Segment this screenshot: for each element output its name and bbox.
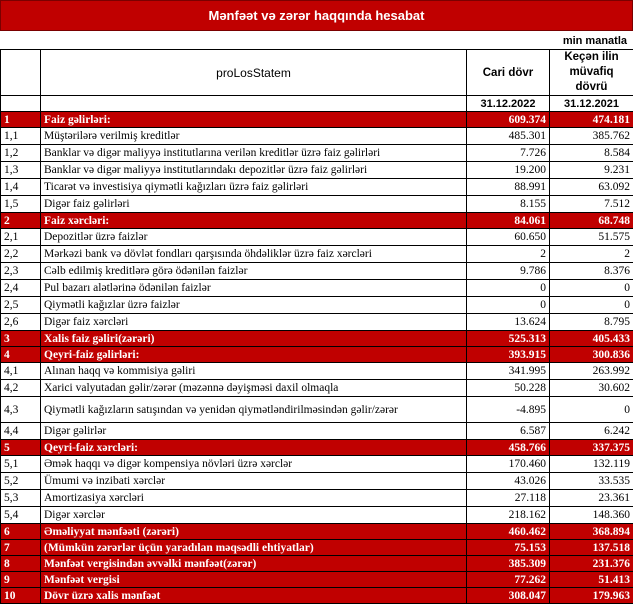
row-label: Qeyri-faiz gəlirləri:	[41, 347, 467, 363]
report-title: Mənfəət və zərər haqqında hesabat	[0, 0, 633, 31]
row-previous-value: 263.992	[550, 363, 633, 380]
table-row	[1, 112, 633, 128]
table-row	[1, 473, 633, 490]
table-row	[1, 213, 633, 229]
row-number: 5,1	[1, 456, 41, 473]
row-current-value: 458.766	[467, 440, 550, 456]
row-previous-value: 8.795	[550, 314, 633, 331]
unit-label: min manatla	[563, 35, 627, 47]
row-number: 2	[1, 213, 41, 229]
row-label: Əməliyyat mənfəəti (zərəri)	[41, 524, 467, 540]
row-number: 4,1	[1, 363, 41, 380]
table-row	[1, 507, 633, 524]
row-current-value: 170.460	[467, 456, 550, 473]
table-row	[1, 314, 633, 331]
table-row	[1, 128, 633, 145]
row-current-value: -4.895	[467, 397, 550, 423]
row-current-value: 6.587	[467, 423, 550, 440]
row-label: Xarici valyutadan gəlir/zərər (məzənnə dəyişməsi daxil olmaqla	[41, 380, 467, 397]
row-previous-value: 148.360	[550, 507, 633, 524]
row-number: 2,6	[1, 314, 41, 331]
table-row	[1, 572, 633, 588]
row-current-value: 393.915	[467, 347, 550, 363]
header-num-cell	[1, 50, 41, 96]
table-row	[1, 229, 633, 246]
previous-date: 31.12.2021	[550, 96, 633, 112]
table-row	[1, 145, 633, 162]
row-number: 4,2	[1, 380, 41, 397]
row-number: 10	[1, 588, 41, 604]
table-row	[1, 162, 633, 179]
row-previous-value: 7.512	[550, 196, 633, 213]
row-label: Mənfəət vergisi	[41, 572, 467, 588]
row-current-value: 341.995	[467, 363, 550, 380]
table-row	[1, 540, 633, 556]
row-current-value: 13.624	[467, 314, 550, 331]
row-label: (Mümkün zərərlər üçün yaradılan məqsədli ehtiyatlar)	[41, 540, 467, 556]
row-label: Qeyri-faiz xərcləri:	[41, 440, 467, 456]
row-current-value: 77.262	[467, 572, 550, 588]
table-header-row	[1, 50, 633, 96]
row-label: Pul bazarı alətlərinə ödənilən faizlər	[41, 280, 467, 297]
row-current-value: 308.047	[467, 588, 550, 604]
row-previous-value: 23.361	[550, 490, 633, 507]
row-previous-value: 0	[550, 297, 633, 314]
row-number: 4,4	[1, 423, 41, 440]
row-previous-value: 0	[550, 397, 633, 423]
table-row	[1, 456, 633, 473]
row-previous-value: 8.376	[550, 263, 633, 280]
row-number: 2,1	[1, 229, 41, 246]
row-number: 2,3	[1, 263, 41, 280]
row-previous-value: 405.433	[550, 331, 633, 347]
row-number: 7	[1, 540, 41, 556]
row-label: Banklar və digər maliyyə institutlarına verilən kreditlər üzrə faiz gəlirləri	[41, 145, 467, 162]
table-row	[1, 179, 633, 196]
table-row	[1, 363, 633, 380]
row-label: Əmək haqqı və digər kompensiya növləri üzrə xərclər	[41, 456, 467, 473]
row-current-value: 50.228	[467, 380, 550, 397]
table-row	[1, 440, 633, 456]
row-number: 4	[1, 347, 41, 363]
row-previous-value: 68.748	[550, 213, 633, 229]
row-previous-value: 33.535	[550, 473, 633, 490]
row-label: Banklar və digər maliyyə institutlarındakı depozitlər üzrə faiz gəlirləri	[41, 162, 467, 179]
table-row	[1, 347, 633, 363]
row-previous-value: 474.181	[550, 112, 633, 128]
row-current-value: 2	[467, 246, 550, 263]
row-label: Digər faiz xərcləri	[41, 314, 467, 331]
row-current-value: 88.991	[467, 179, 550, 196]
table-row	[1, 588, 633, 604]
row-current-value: 0	[467, 280, 550, 297]
table-row	[1, 331, 633, 347]
row-current-value: 19.200	[467, 162, 550, 179]
row-label: Digər faiz gəlirləri	[41, 196, 467, 213]
income-statement-table	[0, 49, 633, 604]
header-previous-period: Keçən ilin müvafiq dövrü	[550, 50, 633, 96]
row-previous-value: 300.836	[550, 347, 633, 363]
header-name-cell: proLosStatem	[41, 50, 467, 96]
row-current-value: 43.026	[467, 473, 550, 490]
row-previous-value: 231.376	[550, 556, 633, 572]
row-number: 1,2	[1, 145, 41, 162]
header-current-period: Cari dövr	[467, 50, 550, 96]
row-number: 2,2	[1, 246, 41, 263]
row-number: 9	[1, 572, 41, 588]
table-row	[1, 397, 633, 423]
row-label: Ümumi və inzibati xərclər	[41, 473, 467, 490]
row-current-value: 460.462	[467, 524, 550, 540]
row-number: 2,5	[1, 297, 41, 314]
row-label: Mənfəət vergisindən əvvəlki mənfəət(zərər)	[41, 556, 467, 572]
row-previous-value: 8.584	[550, 145, 633, 162]
row-number: 5,3	[1, 490, 41, 507]
table-row	[1, 196, 633, 213]
row-previous-value: 6.242	[550, 423, 633, 440]
row-current-value: 27.118	[467, 490, 550, 507]
row-number: 1	[1, 112, 41, 128]
table-row	[1, 524, 633, 540]
table-date-row	[1, 96, 633, 112]
row-current-value: 218.162	[467, 507, 550, 524]
row-previous-value: 9.231	[550, 162, 633, 179]
row-current-value: 8.155	[467, 196, 550, 213]
row-label: Digər gəlirlər	[41, 423, 467, 440]
row-current-value: 609.374	[467, 112, 550, 128]
table-row	[1, 263, 633, 280]
table-row	[1, 380, 633, 397]
row-current-value: 9.786	[467, 263, 550, 280]
row-current-value: 7.726	[467, 145, 550, 162]
row-number: 3	[1, 331, 41, 347]
row-current-value: 525.313	[467, 331, 550, 347]
row-previous-value: 137.518	[550, 540, 633, 556]
row-label: Xalis faiz gəliri(zərəri)	[41, 331, 467, 347]
row-label: Faiz gəlirləri:	[41, 112, 467, 128]
row-label: Digər xərclər	[41, 507, 467, 524]
row-previous-value: 132.119	[550, 456, 633, 473]
table-row	[1, 246, 633, 263]
row-current-value: 75.153	[467, 540, 550, 556]
row-number: 1,5	[1, 196, 41, 213]
table-row	[1, 297, 633, 314]
table-row	[1, 490, 633, 507]
row-previous-value: 30.602	[550, 380, 633, 397]
row-previous-value: 337.375	[550, 440, 633, 456]
row-label: Mərkəzi bank və dövlət fondları qarşısında öhdəliklər üzrə faiz xərcləri	[41, 246, 467, 263]
row-number: 2,4	[1, 280, 41, 297]
row-label: Amortizasiya xərcləri	[41, 490, 467, 507]
table-row	[1, 556, 633, 572]
row-number: 5,2	[1, 473, 41, 490]
row-current-value: 485.301	[467, 128, 550, 145]
row-label: Faiz xərcləri:	[41, 213, 467, 229]
date-name-cell	[41, 96, 467, 112]
row-previous-value: 385.762	[550, 128, 633, 145]
row-previous-value: 51.413	[550, 572, 633, 588]
row-current-value: 385.309	[467, 556, 550, 572]
row-number: 1,3	[1, 162, 41, 179]
table-row	[1, 280, 633, 297]
row-label: Qiymətli kağızların satışından və yenidən qiymətləndirilməsindən gəlir/zərər	[41, 397, 467, 423]
row-label: Ticarət və investisiya qiymətli kağızları üzrə faiz gəlirləri	[41, 179, 467, 196]
row-current-value: 60.650	[467, 229, 550, 246]
row-label: Dövr üzrə xalis mənfəət	[41, 588, 467, 604]
row-previous-value: 63.092	[550, 179, 633, 196]
row-label: Cəlb edilmiş kreditlərə görə ödənilən faizlər	[41, 263, 467, 280]
row-previous-value: 179.963	[550, 588, 633, 604]
row-number: 1,1	[1, 128, 41, 145]
row-number: 4,3	[1, 397, 41, 423]
date-num-cell	[1, 96, 41, 112]
row-previous-value: 0	[550, 280, 633, 297]
table-row	[1, 423, 633, 440]
row-label: Müştərilərə verilmiş kreditlər	[41, 128, 467, 145]
row-number: 5	[1, 440, 41, 456]
row-previous-value: 368.894	[550, 524, 633, 540]
current-date: 31.12.2022	[467, 96, 550, 112]
row-current-value: 0	[467, 297, 550, 314]
row-number: 1,4	[1, 179, 41, 196]
row-number: 8	[1, 556, 41, 572]
row-label: Depozitlər üzrə faizlər	[41, 229, 467, 246]
row-label: Alınan haqq və kommisiya gəliri	[41, 363, 467, 380]
row-previous-value: 51.575	[550, 229, 633, 246]
row-label: Qiymətli kağızlar üzrə faizlər	[41, 297, 467, 314]
row-number: 5,4	[1, 507, 41, 524]
row-current-value: 84.061	[467, 213, 550, 229]
row-number: 6	[1, 524, 41, 540]
row-previous-value: 2	[550, 246, 633, 263]
